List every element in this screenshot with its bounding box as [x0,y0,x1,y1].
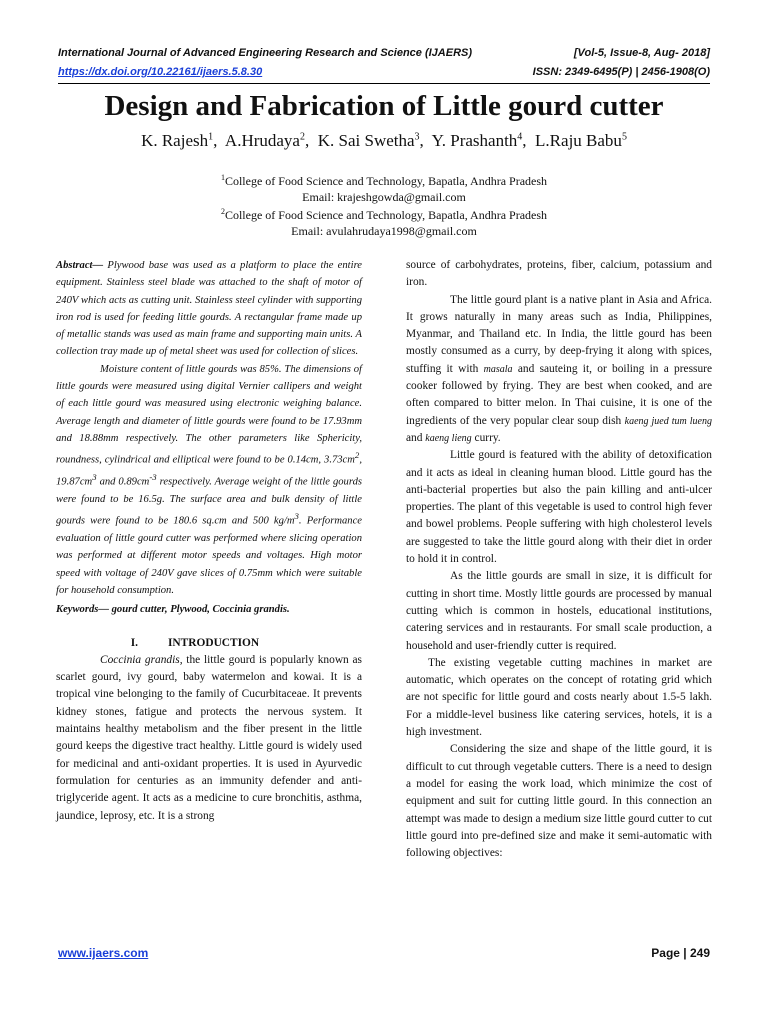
journal-name: International Journal of Advanced Engineering Research and Science (IJAERS) [58,47,473,59]
abstract-text: . Performance evaluation of little gourd cutter was performed where slicing operation was performed at different motor speeds and voltages. High motor speed with voltage of 240V gave slices of 0.75mm which were suitable for household consumption. [56,515,362,596]
abstract-text: respectively. Average weight of the little gourds were found to be 16.5g. The surface area and bulk density of little gourds were found to be 180.6 sq.cm and 500 kg/m [56,476,362,527]
affiliation-1 [0,173,768,189]
intro-paragraph-3: Little gourd is featured with the ability of detoxification and it acts as ideal in cleaning human blood. Little gourd has the anti-bacterial properties but also the pain killing and anti-ulcer properties. The plant of this vegetable is used to control high fever and bowel problems. People suffering with high cholesterol levels are suggested to take the little gourd along with their diet in order to hold it in control. [406,449,712,566]
superscript: -3 [149,472,157,483]
affiliation-1-email: Email: krajeshgowda@gmail.com [302,190,466,204]
body-text: curry. [471,431,501,444]
section-heading-introduction [56,635,362,652]
abstract-text: Plywood base was used as a platform to place the entire equipment. Stainless steel blade was attached to the shaft of motor of 240V which acts as cutting unit. Stainless steel cylinder with supporting iron rod is used for feeding little gourds. A rectangular frame made up of metallic stands was used as main frame and supporting main units. A collection tray made up of metal sheet was used for collection of slices. [56,260,362,358]
intro-paragraph-4: As the little gourds are small in size, it is difficult for cutting in short time. Mostly little gourds are processed by manual cutting which is common in hostels, educational institutions, catering services and in restaurants. For small scale production, a household and user-friendly cutter is required. [406,570,712,652]
intro-paragraph-6: Considering the size and shape of the little gourd, it is difficult to cut through vegetable cutters. There is a need to design a model for easing the work load, which minimize the cost of equipment and suit for cutting little gourd. In this connection an attempt was made to design a medium size little gourd cutter to cut little gourd into pre-defined size and make it semi-automatic with following objectives: [406,743,712,860]
superscript: 3 [92,472,97,483]
author-sup: 3 [414,131,420,143]
superscript: 2 [354,450,360,461]
doi-link[interactable]: https://dx.doi.org/10.22161/ijaers.5.8.30 [58,66,263,78]
affiliation-sup: 1 [220,173,225,182]
body-text: and sauteing it, or boiling in a pressure cooker followed by frying. They are best when cooked, and are often compared to bitter melon. In Thai cuisine, it is one of the ingredients of the very popular clear soup dish [406,362,713,427]
right-column [406,257,712,862]
abstract-text: Moisture content of little gourds was 85%. The dimensions of little gourds were measured using digital Vernier callipers and weight of each little gourd was measured using electronic weighing balance. Average length and diameter of little gourds were found to be 17.93mm and 18.88mm respectively. The other parameters like Sphericity, roundness, cylindrical and elliptical were found to be 0.14cm, 3.73cm [56,363,362,466]
issn-info: ISSN: 2349-6495(P) | 2456-1908(O) [532,66,710,78]
abstract-text: and 0.89cm [96,476,150,488]
affiliation-2-email: Email: avulahrudaya1998@gmail.com [291,224,477,238]
superscript: 3 [294,511,299,522]
intro-paragraph-2 [406,292,712,448]
affiliation-text: College of Food Science and Technology, Bapatla, Andhra Pradesh [224,174,548,188]
abstract-paragraph-1 [56,257,362,361]
italic-term: masala [483,363,513,375]
affiliation-2 [0,207,768,223]
page-number: Page | 249 [651,946,710,960]
affiliation-sup: 2 [220,207,225,216]
left-column [56,257,362,825]
abstract-text: , 19.87cm [56,454,362,488]
intro-paragraph-continued: source of carbohydrates, proteins, fiber, calcium, potassium and iron. [406,259,712,289]
paper-title: Design and Fabrication of Little gourd cutter [104,90,664,122]
intro-paragraph-1 [56,652,362,825]
abstract-label: Abstract— [56,260,104,271]
author-sup: 1 [208,131,214,143]
italic-term: kaeng lieng [425,432,472,444]
header-rule [58,83,710,84]
body-text: The little gourd plant is a native plant in Asia and Africa. It grows naturally in many areas such as India, Philippines, Myanmar, and Thailand etc. In India, the little gourd has been mostly consumed as a curry, by deep-frying it along with spices, stuffing it with [406,293,712,375]
intro-text: the little gourd is popularly known as scarlet gourd, ivy gourd, baby watermelon and kowai. It is a tropical vine belonging to the family of Cucurbitaceae. It prevents kidney stones, fatigue and protects the nervous system. It maintains healthy metabolism and the fiber present in the little gourd keeps the digestive tract healthy. Little gourd is widely used for medicinal and anti-oxidant properties. It is used in Ayurvedic formulation for centuries as an immunity defender and anti-triglyceride agent. It acts as a medicine to cure bronchitis, asthma, jaundice, leprosy, etc. It is a strong [56,653,362,822]
journal-website-link[interactable]: www.ijaers.com [58,946,149,960]
author-name: K. Rajesh [141,131,209,150]
species-name: Coccinia grandis, [100,653,183,666]
author-sup: 5 [621,131,627,143]
body-text: and [406,431,426,444]
author-name: L.Raju Babu [535,131,622,150]
author-sup: 4 [517,131,523,143]
author-sup: 2 [299,131,305,143]
volume-info: [Vol-5, Issue-8, Aug- 2018] [573,47,710,59]
author-name: K. Sai Swetha [317,131,415,150]
author-name: Y. Prashanth [431,131,518,150]
section-number: I. [130,636,138,649]
intro-paragraph-5: The existing vegetable cutting machines in market are automatic, which operates on the concept of rotating grid which are not specific for little gourd and costs nearly about 1.5-5 lakh. For a middle-level business like catering services, hotels, it is a high investment. [406,656,712,739]
affiliation-text: College of Food Science and Technology, Bapatla, Andhra Pradesh [224,208,548,222]
author-name: A.Hrudaya [224,131,300,150]
keywords: Keywords— gourd cutter, Plywood, Coccinia grandis. [56,604,290,616]
italic-term: kaeng jued tum lueng [624,415,712,427]
author-list: K. Rajesh$^1$, A.Hrudaya$^2$, K. Sai Swetha$^3$, Y. Prashanth$^4$, L.Raju Babu$^5$ [141,131,627,150]
abstract-paragraph-2 [56,361,362,599]
section-title: INTRODUCTION [168,636,260,649]
